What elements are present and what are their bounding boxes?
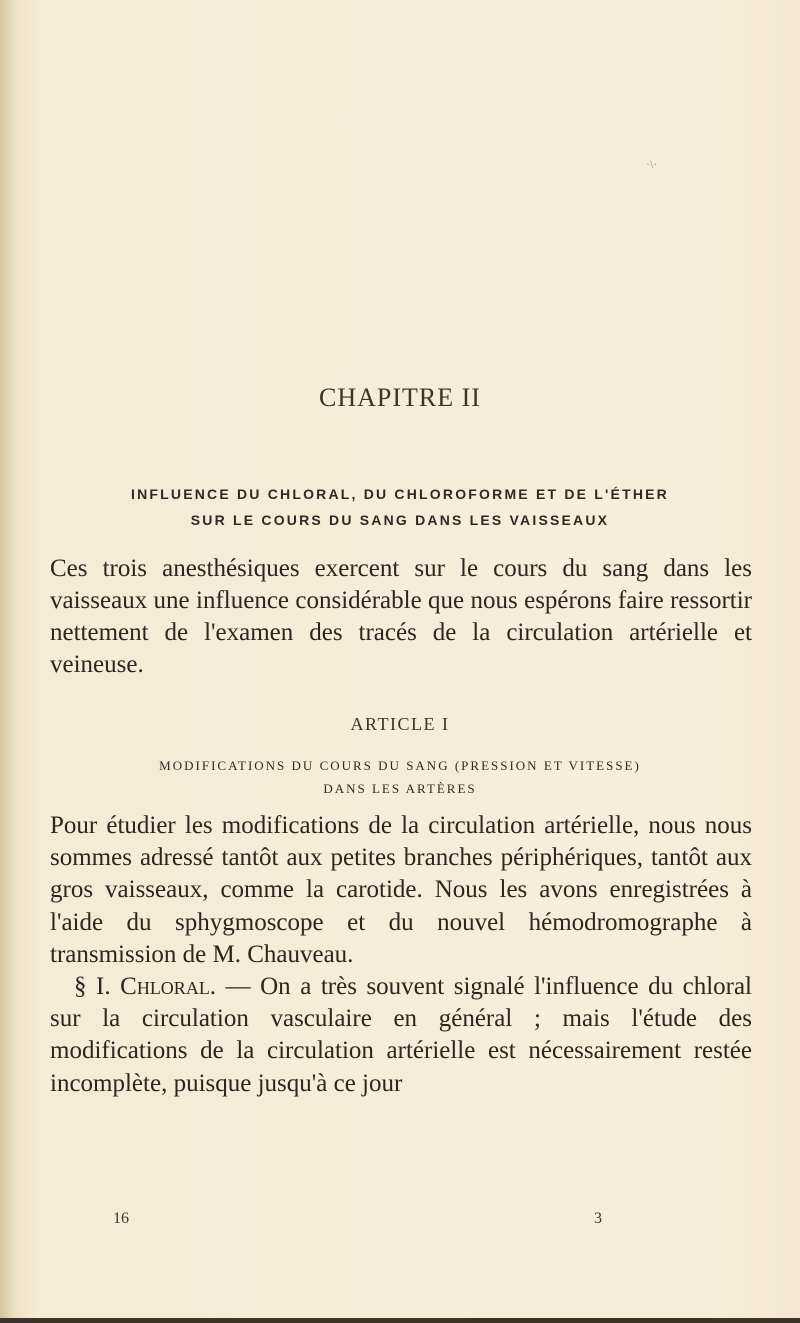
paper-speck: ·\· — [646, 157, 658, 171]
chapter-title-line-1: INFLUENCE DU CHLORAL, DU CHLOROFORME ET DE L'ÉTHER — [131, 486, 669, 502]
body-text — [50, 810, 752, 1100]
section-paragraph: — On a très souvent signalé l'influence du chloral sur la circulation vasculaire en général ; mais l'étude des modifications de la circulation artérielle est nécessairement restée incomplète, puisque jusqu'à ce jour — [50, 973, 753, 1097]
article-subtitle-line-2: DANS LES ARTÈRES — [323, 781, 477, 796]
page-gutter-shadow — [0, 0, 14, 1323]
article-heading: ARTICLE I — [350, 714, 450, 734]
section-title: Chloral. — [120, 973, 217, 1001]
signature-mark: 16 — [113, 1210, 129, 1227]
body-paragraph: Pour étudier les modifications de la circulation artérielle, nous nous sommes adressé tantôt aux petites branches périphériques, tantôt aux gros vaisseaux, comme la carotide. Nous les avons enregistrées à l'aide du sphygmoscope et du nouvel hémodromographe à transmission de M. Chauveau. — [50, 812, 752, 968]
signature-number: 3 — [594, 1210, 602, 1227]
chapter-title-line-2: SUR LE COURS DU SANG DANS LES VAISSEAUX — [190, 512, 610, 528]
article-subtitle-line-1: MODIFICATIONS DU COURS DU SANG (PRESSION ET VITESSE) — [159, 758, 641, 773]
section-mark: § I. — [74, 973, 111, 1001]
intro-paragraph: Ces trois anesthésiques exercent sur le cours du sang dans les vaisseaux une influence considérable que nous espérons faire ressortir nettement de l'examen des tracés de la circulation artérielle et veineuse. — [50, 555, 752, 678]
chapter-heading: CHAPITRE II — [319, 383, 481, 412]
bottom-border — [0, 1318, 800, 1323]
